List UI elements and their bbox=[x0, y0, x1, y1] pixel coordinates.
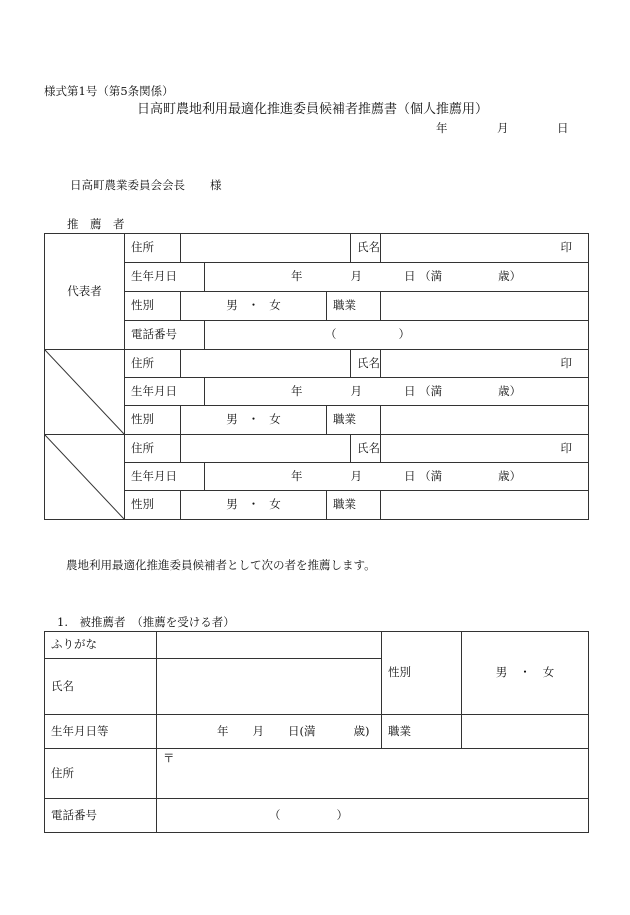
rec2-gender-row bbox=[45, 406, 589, 435]
rep-gender-label: 性別 bbox=[125, 292, 181, 321]
nominee-furigana-row bbox=[45, 632, 589, 659]
birth-month-label: 月 bbox=[252, 723, 264, 738]
nominee-address-label: 住所 bbox=[45, 749, 157, 799]
nominee-birth-label: 生年月日等 bbox=[45, 715, 157, 749]
birth-day-age-open: 日 （満 bbox=[404, 468, 443, 483]
rec2-birth-label: 生年月日 bbox=[125, 378, 205, 406]
birth-age-close: 歳） bbox=[498, 269, 522, 284]
rec3-gender-row bbox=[45, 491, 589, 520]
gender-dot: ・ bbox=[519, 665, 531, 680]
diagonal-line bbox=[45, 350, 124, 434]
diagonal-line bbox=[45, 435, 124, 519]
birth-age-close: 歳） bbox=[498, 468, 522, 483]
nominee-birth-field[interactable] bbox=[157, 715, 382, 749]
rec3-name-label: 氏名 bbox=[351, 435, 381, 463]
birth-month-label: 月 bbox=[350, 383, 362, 398]
nominee-occupation-field[interactable] bbox=[462, 715, 589, 749]
nominee-gender-field[interactable] bbox=[462, 632, 589, 715]
rep-address-field[interactable] bbox=[181, 234, 351, 263]
rep-name-label: 氏名 bbox=[351, 234, 381, 263]
nominee-address-row bbox=[45, 749, 589, 799]
rec2-name-label: 氏名 bbox=[351, 350, 381, 378]
gender-dot: ・ bbox=[247, 497, 260, 512]
rec3-address-label: 住所 bbox=[125, 435, 181, 463]
nominee-name-label: 氏名 bbox=[45, 659, 157, 715]
rec3-occupation-field[interactable] bbox=[381, 491, 589, 520]
seal-mark: 印 bbox=[560, 240, 573, 255]
birth-year-label: 年 bbox=[291, 383, 303, 398]
recommenders-table bbox=[44, 233, 589, 520]
birth-year-label: 年 bbox=[217, 723, 229, 738]
rep-occupation-label: 職業 bbox=[327, 292, 381, 321]
seal-mark: 印 bbox=[560, 440, 573, 455]
rep-phone-field[interactable] bbox=[205, 321, 589, 350]
nominee-phone-field[interactable] bbox=[157, 799, 589, 833]
nominee-phone-label: 電話番号 bbox=[45, 799, 157, 833]
gender-dot: ・ bbox=[247, 298, 260, 313]
rep-name-field[interactable] bbox=[381, 234, 589, 263]
birth-month-label: 月 bbox=[350, 468, 362, 483]
rep-phone-row bbox=[45, 321, 589, 350]
rep-phone-label: 電話番号 bbox=[125, 321, 205, 350]
rec2-birth-row bbox=[45, 378, 589, 406]
nominee-phone-row bbox=[45, 799, 589, 833]
nominee-name-field[interactable] bbox=[157, 659, 382, 715]
nominee-occupation-label: 職業 bbox=[382, 715, 462, 749]
rep-address-label: 住所 bbox=[125, 234, 181, 263]
rep-birth-row bbox=[45, 263, 589, 292]
addressee-honorific: 様 bbox=[210, 178, 222, 192]
birth-day-age-open: 日(満 bbox=[288, 723, 316, 738]
phone-paren-close: ） bbox=[336, 807, 348, 822]
rec2-address-row bbox=[45, 350, 589, 378]
gender-male: 男 bbox=[226, 298, 238, 313]
rec3-birth-label: 生年月日 bbox=[125, 463, 205, 491]
phone-paren-open: （ bbox=[269, 807, 281, 822]
rec3-gender-label: 性別 bbox=[125, 491, 181, 520]
birth-year-label: 年 bbox=[291, 468, 303, 483]
gender-female: 女 bbox=[542, 665, 555, 680]
birth-year-label: 年 bbox=[291, 269, 303, 284]
birth-age-close: 歳) bbox=[353, 723, 370, 738]
rep-birth-label: 生年月日 bbox=[125, 263, 205, 292]
rec2-gender-field[interactable] bbox=[181, 406, 327, 435]
postal-mark-icon: 〒 bbox=[163, 751, 175, 765]
rec2-birth-field[interactable] bbox=[205, 378, 589, 406]
seal-mark: 印 bbox=[560, 355, 573, 370]
rep-address-row bbox=[45, 234, 589, 263]
nominee-table bbox=[44, 631, 589, 833]
rec2-gender-label: 性別 bbox=[125, 406, 181, 435]
date-month-label: 月 bbox=[497, 121, 509, 135]
gender-female: 女 bbox=[269, 412, 281, 427]
rec3-gender-field[interactable] bbox=[181, 491, 327, 520]
nominee-address-field[interactable] bbox=[157, 749, 589, 799]
furigana-label: ふりがな bbox=[45, 632, 157, 659]
birth-day-age-open: 日 （満 bbox=[404, 269, 443, 284]
rec2-occupation-field[interactable] bbox=[381, 406, 589, 435]
rep-gender-row bbox=[45, 292, 589, 321]
birth-age-close: 歳） bbox=[498, 383, 522, 398]
gender-male: 男 bbox=[495, 665, 508, 680]
phone-paren-close: ） bbox=[398, 327, 410, 342]
birth-month-label: 月 bbox=[350, 269, 362, 284]
representative-label: 代表者 bbox=[45, 234, 125, 350]
date-year-label: 年 bbox=[436, 121, 448, 135]
phone-paren-open: （ bbox=[325, 327, 337, 342]
gender-female: 女 bbox=[269, 497, 281, 512]
rec2-diagonal-cell bbox=[45, 350, 125, 435]
date-day-label: 日 bbox=[557, 121, 569, 135]
gender-dot: ・ bbox=[247, 412, 260, 427]
document-title: 日高町農地利用最適化推進委員候補者推薦書（個人推薦用） bbox=[137, 102, 489, 117]
rec3-address-row bbox=[45, 435, 589, 463]
nominee-birth-row bbox=[45, 715, 589, 749]
nominee-section-label: 1. 被推薦者 （推薦を受ける者） bbox=[57, 615, 235, 629]
rep-occupation-field[interactable] bbox=[381, 292, 589, 321]
gender-female: 女 bbox=[269, 298, 281, 313]
rep-birth-field[interactable] bbox=[205, 263, 589, 292]
birth-day-age-open: 日 （満 bbox=[404, 383, 443, 398]
nominee-gender-label: 性別 bbox=[382, 632, 462, 715]
furigana-field[interactable] bbox=[157, 632, 382, 659]
rec3-birth-row bbox=[45, 463, 589, 491]
rep-gender-field[interactable] bbox=[181, 292, 327, 321]
rec2-name-field[interactable] bbox=[381, 350, 589, 378]
rec2-address-label: 住所 bbox=[125, 350, 181, 378]
recommenders-section-label: 推 薦 者 bbox=[67, 217, 125, 231]
gender-male: 男 bbox=[226, 412, 238, 427]
recommendation-statement: 農地利用最適化推進委員候補者として次の者を推薦します。 bbox=[66, 558, 376, 572]
addressee-name: 日高町農業委員会会長 bbox=[70, 178, 185, 192]
rec3-address-field[interactable] bbox=[181, 435, 351, 463]
rec3-diagonal-cell bbox=[45, 435, 125, 520]
rec3-birth-field[interactable] bbox=[205, 463, 589, 491]
rec3-occupation-label: 職業 bbox=[327, 491, 381, 520]
rec2-occupation-label: 職業 bbox=[327, 406, 381, 435]
form-number: 様式第1号（第5条関係） bbox=[44, 84, 174, 98]
rec3-name-field[interactable] bbox=[381, 435, 589, 463]
rec2-address-field[interactable] bbox=[181, 350, 351, 378]
gender-male: 男 bbox=[226, 497, 238, 512]
